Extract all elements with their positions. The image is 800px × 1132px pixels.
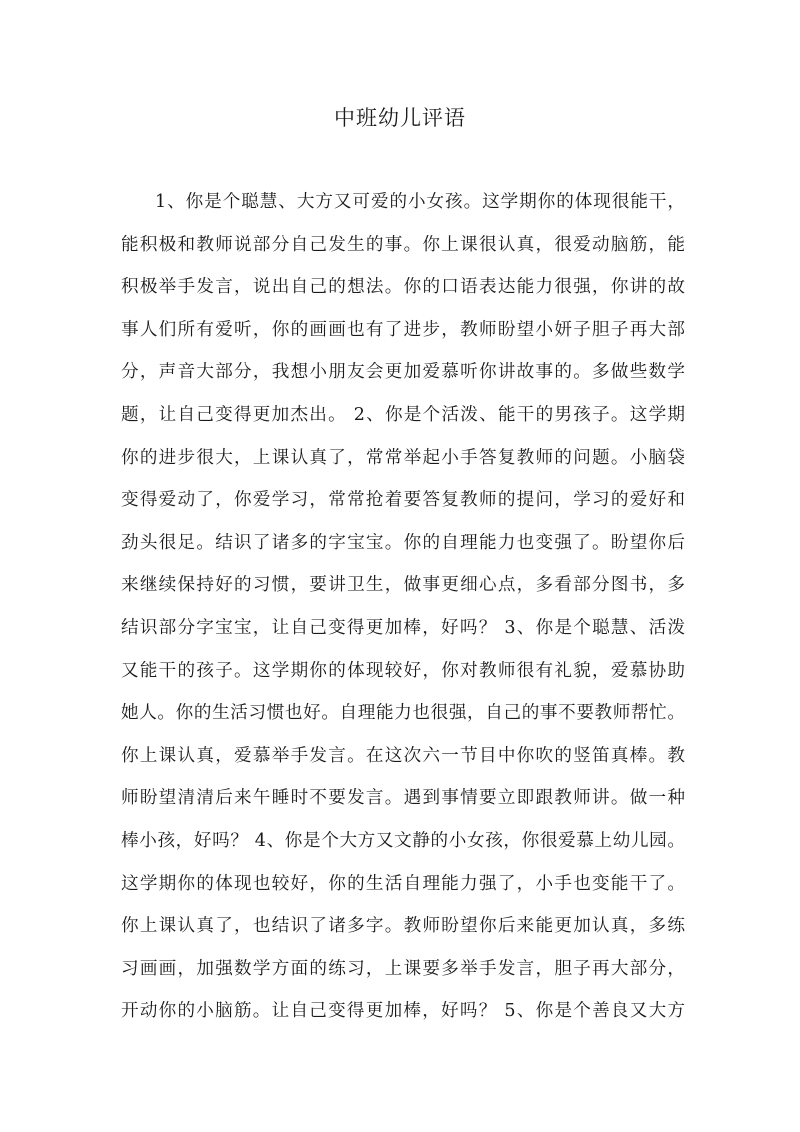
paragraph-line: 积极举手发言，说出自己的想法。你的口语表达能力很强，你讲的故 <box>121 277 685 298</box>
paragraph-line: 你上课认真，爱慕举手发言。在这次六一节目中你吹的竖笛真棒。教 <box>121 745 685 766</box>
paragraph-line: 劲头很足。结识了诸多的字宝宝。你的自理能力也变强了。盼望你后 <box>121 532 685 553</box>
paragraph-line: 1、你是个聪慧、大方又可爱的小女孩。这学期你的体现很能干， <box>155 192 685 212</box>
paragraph-line: 师盼望清清后来午睡时不要发言。遇到事情要立即跟教师讲。做一种 <box>121 788 685 809</box>
paragraph-line: 分，声音大部分，我想小朋友会更加爱慕听你讲故事的。多做些数学 <box>121 362 685 383</box>
paragraph-line: 习画画，加强数学方面的练习，上课要多举手发言，胆子再大部分， <box>121 958 685 979</box>
paragraph-line: 变得爱动了，你爱学习，常常抢着要答复教师的提问，学习的爱好和 <box>121 490 685 511</box>
paragraph-line: 能积极和教师说部分自己发生的事。你上课很认真，很爱动脑筋，能 <box>121 234 685 255</box>
paragraph-line: 你的进步很大，上课认真了，常常举起小手答复教师的问题。小脑袋 <box>121 447 685 468</box>
paragraph-line: 开动你的小脑筋。让自己变得更加棒，好吗？ 5、你是个善良又大方 <box>121 1001 685 1022</box>
paragraph-line: 你上课认真了，也结识了诸多字。教师盼望你后来能更加认真，多练 <box>121 916 685 937</box>
paragraph-line: 又能干的孩子。这学期你的体现较好，你对教师很有礼貌，爱慕协助 <box>121 660 685 681</box>
page-title: 中班幼儿评语 <box>334 106 466 130</box>
paragraph-line: 题，让自己变得更加杰出。 2、你是个活泼、能干的男孩子。这学期 <box>121 404 685 425</box>
paragraph-line: 来继续保持好的习惯，要讲卫生，做事更细心点，多看部分图书，多 <box>121 575 685 596</box>
document-body <box>121 181 685 1033</box>
paragraph-line: 结识部分字宝宝，让自己变得更加棒，好吗？ 3、你是个聪慧、活泼 <box>121 617 685 638</box>
paragraph-line: 这学期你的体现也较好，你的生活自理能力强了，小手也变能干了。 <box>121 873 685 894</box>
paragraph-line: 她人。你的生活习惯也好。自理能力也很强，自己的事不要教师帮忙。 <box>121 703 685 724</box>
paragraph-line: 棒小孩，好吗？ 4、你是个大方又文静的小女孩，你很爱慕上幼儿园。 <box>121 830 685 851</box>
paragraph-line: 事人们所有爱听，你的画画也有了进步，教师盼望小妍子胆子再大部 <box>121 319 685 340</box>
